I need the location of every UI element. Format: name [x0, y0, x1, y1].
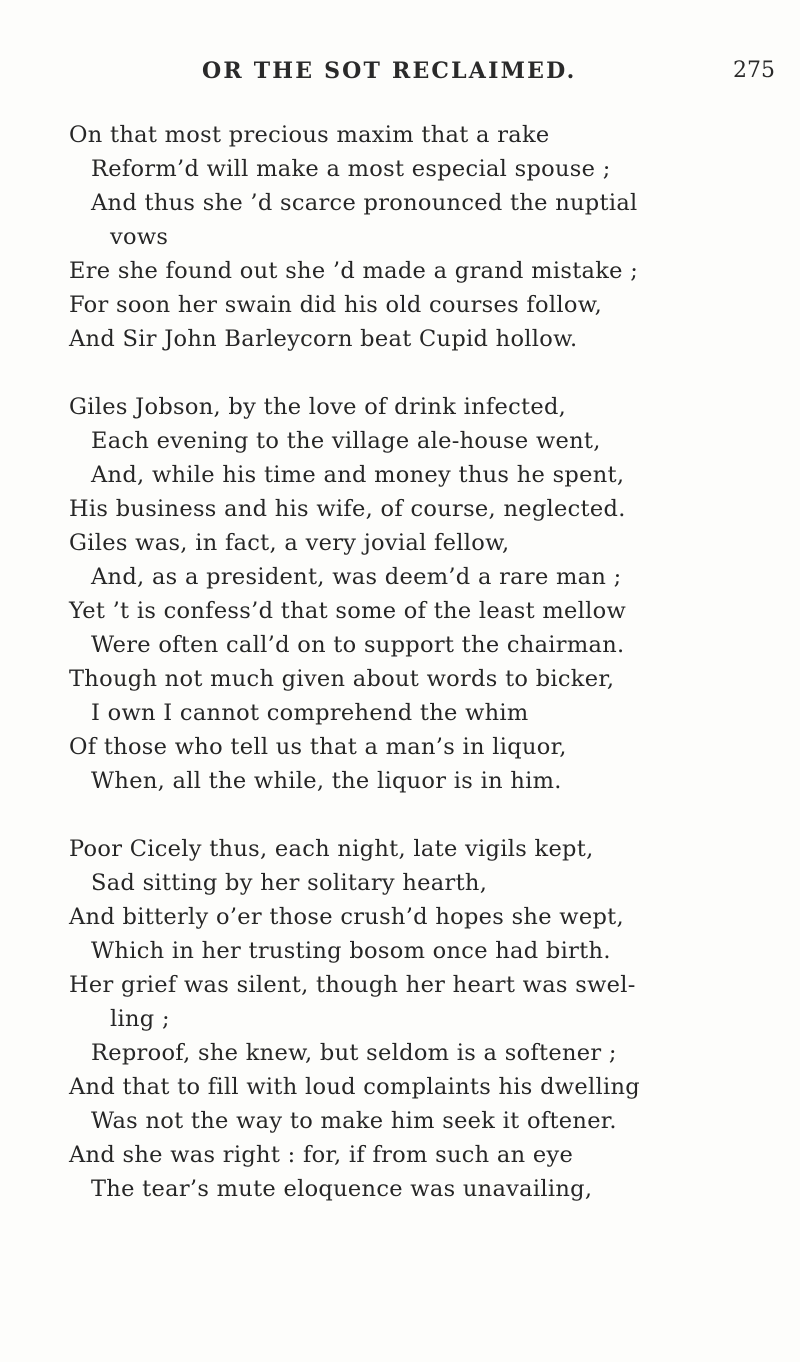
verse-line: Though not much given about words to bicker,	[69, 666, 615, 692]
verse-line: vows	[110, 224, 169, 250]
verse-line: The tear’s mute eloquence was unavailing,	[91, 1176, 593, 1202]
verse-line: Were often call’d on to support the chairman.	[91, 632, 625, 658]
verse-line: Of those who tell us that a man’s in liquor,	[69, 734, 567, 760]
verse-line: And thus she ’d scarce pronounced the nuptial	[91, 190, 638, 216]
verse-line: Yet ’t is confess’d that some of the least mellow	[69, 598, 627, 624]
verse-line: And she was right : for, if from such an eye	[69, 1142, 574, 1168]
page-header	[0, 58, 800, 90]
verse-line: And, as a president, was deem’d a rare man ;	[91, 564, 622, 590]
verse-line: I own I cannot comprehend the whim	[91, 700, 529, 726]
verse-line: Giles was, in fact, a very jovial fellow,	[69, 530, 510, 556]
verse-line: Her grief was silent, though her heart was swel-	[69, 972, 636, 998]
verse-line: And bitterly o’er those crush’d hopes she wept,	[69, 904, 624, 930]
verse-line: On that most precious maxim that a rake	[69, 122, 550, 148]
verse-line: Ere she found out she ’d made a grand mistake ;	[69, 258, 639, 284]
verse-line: His business and his wife, of course, neglected.	[69, 496, 626, 522]
page-number: 275	[733, 58, 775, 83]
verse-line: And Sir John Barleycorn beat Cupid hollow.	[69, 326, 578, 352]
verse-line: Giles Jobson, by the love of drink infected,	[69, 394, 567, 420]
verse-line: ling ;	[110, 1006, 170, 1032]
verse-line: Poor Cicely thus, each night, late vigils kept,	[69, 836, 594, 862]
verse-line: When, all the while, the liquor is in him.	[91, 768, 562, 794]
verse-line: And that to fill with loud complaints his dwelling	[69, 1074, 640, 1100]
verse-line: Each evening to the village ale-house went,	[91, 428, 601, 454]
verse-line: And, while his time and money thus he spent,	[91, 462, 625, 488]
running-head: OR THE SOT RECLAIMED.	[202, 58, 577, 84]
verse-line: Sad sitting by her solitary hearth,	[91, 870, 488, 896]
verse-line: Reform’d will make a most especial spouse ;	[91, 156, 611, 182]
verse-line: Reproof, she knew, but seldom is a softener ;	[91, 1040, 617, 1066]
verse-line: Which in her trusting bosom once had birth.	[91, 938, 611, 964]
verse-line: Was not the way to make him seek it oftener.	[91, 1108, 617, 1134]
verse-line: For soon her swain did his old courses follow,	[69, 292, 603, 318]
